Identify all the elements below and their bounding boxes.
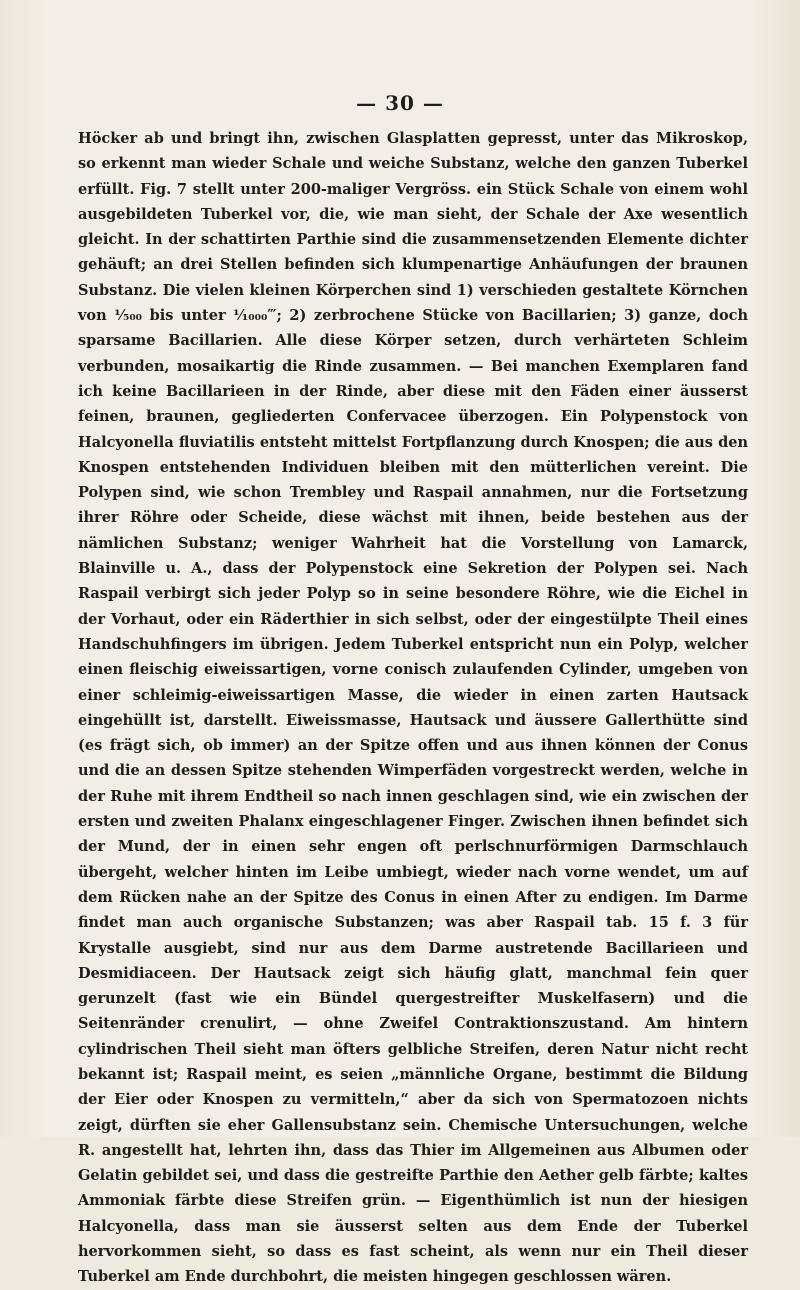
body-text — [78, 126, 748, 1290]
paragraph: Höcker ab und bringt ihn, zwischen Glasplatten gepresst, unter das Mikroskop, so erkennt man wieder Schale und weiche Substanz, welche den ganzen Tuberkel erfüllt. Fig. 7 stellt unter 200-maliger Vergröss. ein Stück Schale von einem wohl ausgebildeten Tuberkel vor, die, wie man sieht, der Schale der Axe wesentlich gleicht. In der schattirten Parthie sind die zusammensetzenden Elemente dichter gehäuft; an drei Stellen befinden sich klumpenartige Anhäufungen der braunen Substanz. Die vielen kleinen Körperchen sind 1) verschieden gestaltete Körnchen von ¹⁄₅₀₀ bis unter ¹⁄₁₀₀₀‴; 2) zerbrochene Stücke von Bacillarien; 3) ganze, doch sparsame Bacillarien. Alle diese Körper setzen, durch verhärteten Schleim verbunden, mosaikartig die Rinde zusammen. — Bei manchen Exemplaren fand ich keine Bacillarieen in der Rinde, aber diese mit den Fäden einer äusserst feinen, braunen, gegliederten Confervacee überzogen. Ein Polypenstock von Halcyonella fluviatilis entsteht mittelst Fortpflanzung durch Knospen; die aus den Knospen entstehenden Individuen bleiben mit den mütterlichen vereint. Die Polypen sind, wie schon Trembley und Raspail annahmen, nur die Fortsetzung ihrer Röhre oder Scheide, diese wächst mit ihnen, beide bestehen aus der nämlichen Substanz; weniger Wahrheit hat die Vorstellung von Lamarck, Blainville u. A., dass der Polypenstock eine Sekretion der Polypen sei. Nach Raspail verbirgt sich jeder Polyp so in seine besondere Röhre, wie die Eichel in der Vorhaut, oder ein Räderthier in sich selbst, oder der eingestülpte Theil eines Handschuhfingers im übrigen. Jedem Tuberkel entspricht nun ein Polyp, welcher einen fleischig eiweissartigen, vorne conisch zulaufenden Cylinder, umgeben von einer schleimig-eiweissartigen Masse, die wieder in einen zarten Hautsack eingehüllt ist, darstellt. Eiweissmasse, Hautsack und äussere Gallerthütte sind (es frägt sich, ob immer) an der Spitze offen und aus ihnen können der Conus und die an dessen Spitze stehenden Wimperfäden vorgestreckt werden, welche in der Ruhe mit ihrem Endtheil so nach innen geschlagen sind, wie ein zwischen der ersten und zweiten Phalanx eingeschlagener Finger. Zwischen ihnen befindet sich der Mund, der in einen sehr engen oft perlschnurförmigen Darmschlauch übergeht, welcher hinten im Leibe umbiegt, wieder nach vorne wendet, um auf dem Rücken nahe an der Spitze des Conus in einen After zu endigen. Im Darme findet man auch organische Substanzen; was aber Raspail tab. 15 f. 3 für Krystalle ausgiebt, sind nur aus dem Darme austretende Bacillarieen und Desmidiaceen. Der Hautsack zeigt sich häufig glatt, manchmal fein quer gerunzelt (fast wie ein Bündel quergestreifter Muskelfasern) und die Seitenränder crenulirt, — ohne Zweifel Contraktionszustand. Am hintern cylindrischen Theil sieht man öfters gelbliche Streifen, deren Natur nicht recht bekannt ist; Raspail meint, es seien „männliche Organe, bestimmt die Bildung der Eier oder Knospen zu vermitteln,“ aber da sich von Spermatozoen nichts zeigt, dürften sie eher Gallensubstanz sein. Chemische Untersuchungen, welche R. angestellt hat, lehrten ihn, dass das Thier im Allgemeinen aus Albumen oder Gelatin gebildet sei, und dass die gestreifte Parthie den Aether gelb färbte; kaltes Ammoniak färbte diese Streifen grün. — Eigenthümlich ist nun der hiesigen Halcyonella, dass man sie äusserst selten aus dem Ende der Tuberkel hervorkommen sieht, so dass es fast scheint, als wenn nur ein Theil dieser Tuberkel am Ende durchbohrt, die meisten hingegen geschlossen wären. — [78, 130, 748, 1286]
page-number: — 30 — — [356, 91, 444, 115]
